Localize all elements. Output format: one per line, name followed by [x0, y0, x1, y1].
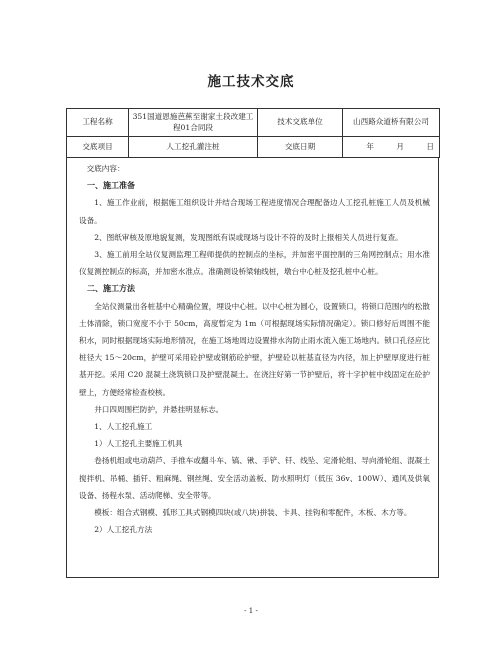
date-day: 日	[426, 141, 434, 151]
item-value: 人工挖孔灌注桩	[129, 137, 258, 158]
section-2-paragraph-1: 全站仪测量出各桩基中心精确位置，埋设中心桩。以中心桩为圆心，设置锁口，将锁口范围内的松散土体清除，锁口宽度不小于 50cm，高度暂定为 1m（可根据现场实际情况确定）。锁口修好后周围不能积水，同时根据现场实际地形情况，在施工场地周边设置排水沟防止雨水流入施工场地内。锁口孔径应比桩径大 15～20cm，护壁可采用砼护壁或钢筋砼护壁，护壁砼以桩基直径为内径，加上护壁厚度进行桩基开挖。采用 C20 混凝土浇筑锁口及护壁混凝土。在浇注好第一节护壁后，将十字护桩中线固定在砼护壁上，方便经常检查校核。	[79, 301, 430, 397]
section-2-paragraph-7: 2）人工挖孔方法	[94, 525, 153, 535]
page-number: - 1 -	[244, 607, 258, 615]
info-row-project	[67, 109, 440, 137]
info-row-item	[67, 137, 440, 158]
section-1-paragraph-2: 2、图纸审核及原地貌复测，发现图纸有误或现场与设计不符的及时上报相关人员进行复查。	[94, 232, 403, 242]
section-2-paragraph-6: 模板：组合式钢模、弧形工具式钢模四块(或八块)拼装、卡具、挂钩和零配件，木板、木方等。	[94, 508, 412, 518]
section-2-paragraph-5: 卷扬机组或电动葫芦、手推车或翻斗车、镐、锹、手铲、钎、线坠、定滑轮组、导向滑轮组、混凝土搅拌机、吊桶、插钎、粗麻绳、钢丝绳、安全活动盖板、防水照明灯（低压 36v、100W）、通风及供氧设备、扬程水泵、活动爬梯、安全带等。	[79, 456, 430, 500]
section-2-heading: 二、施工方法	[87, 283, 135, 294]
date-month: 月	[396, 141, 404, 151]
project-label: 工程名称	[67, 109, 129, 137]
section-2-paragraph-4: 1）人工挖孔主要施工机具	[94, 439, 183, 449]
content-box	[66, 157, 439, 578]
section-1-paragraph-1: 1、施工作业前，根据施工组织设计并结合现场工程进度情况合理配备边人工挖孔桩施工人员及机械设备。	[79, 198, 430, 225]
section-2-paragraph-3: 1、人工挖孔施工	[94, 422, 153, 432]
item-label: 交底项目	[67, 137, 129, 158]
unit-value: 山西路众道桥有限公司	[343, 109, 440, 137]
section-1-heading: 一、施工准备	[87, 180, 135, 191]
project-value: 351国道恩施芭蕉至谢家土段改建工程01合同段	[129, 109, 258, 137]
date-year: 年	[366, 141, 374, 151]
document-title: 施工技术交底	[207, 74, 295, 90]
section-1-paragraph-3: 3、施工前用全站仪复测监理工程师提供的控制点的坐标，并加密平面控制的三角网控制点；用水准仪复测控制点的标高，并加密水准点。准确测设桥梁轴线桩，墩台中心桩及挖孔桩中心桩。	[79, 250, 430, 277]
date-label: 交底日期	[258, 137, 343, 158]
date-value	[343, 137, 440, 158]
section-2-paragraph-2: 井口四周围栏防护，并悬挂明显标志。	[94, 404, 224, 414]
content-intro: 交底内容：	[86, 164, 125, 173]
info-table	[66, 108, 440, 158]
unit-label: 技术交底单位	[258, 109, 343, 137]
